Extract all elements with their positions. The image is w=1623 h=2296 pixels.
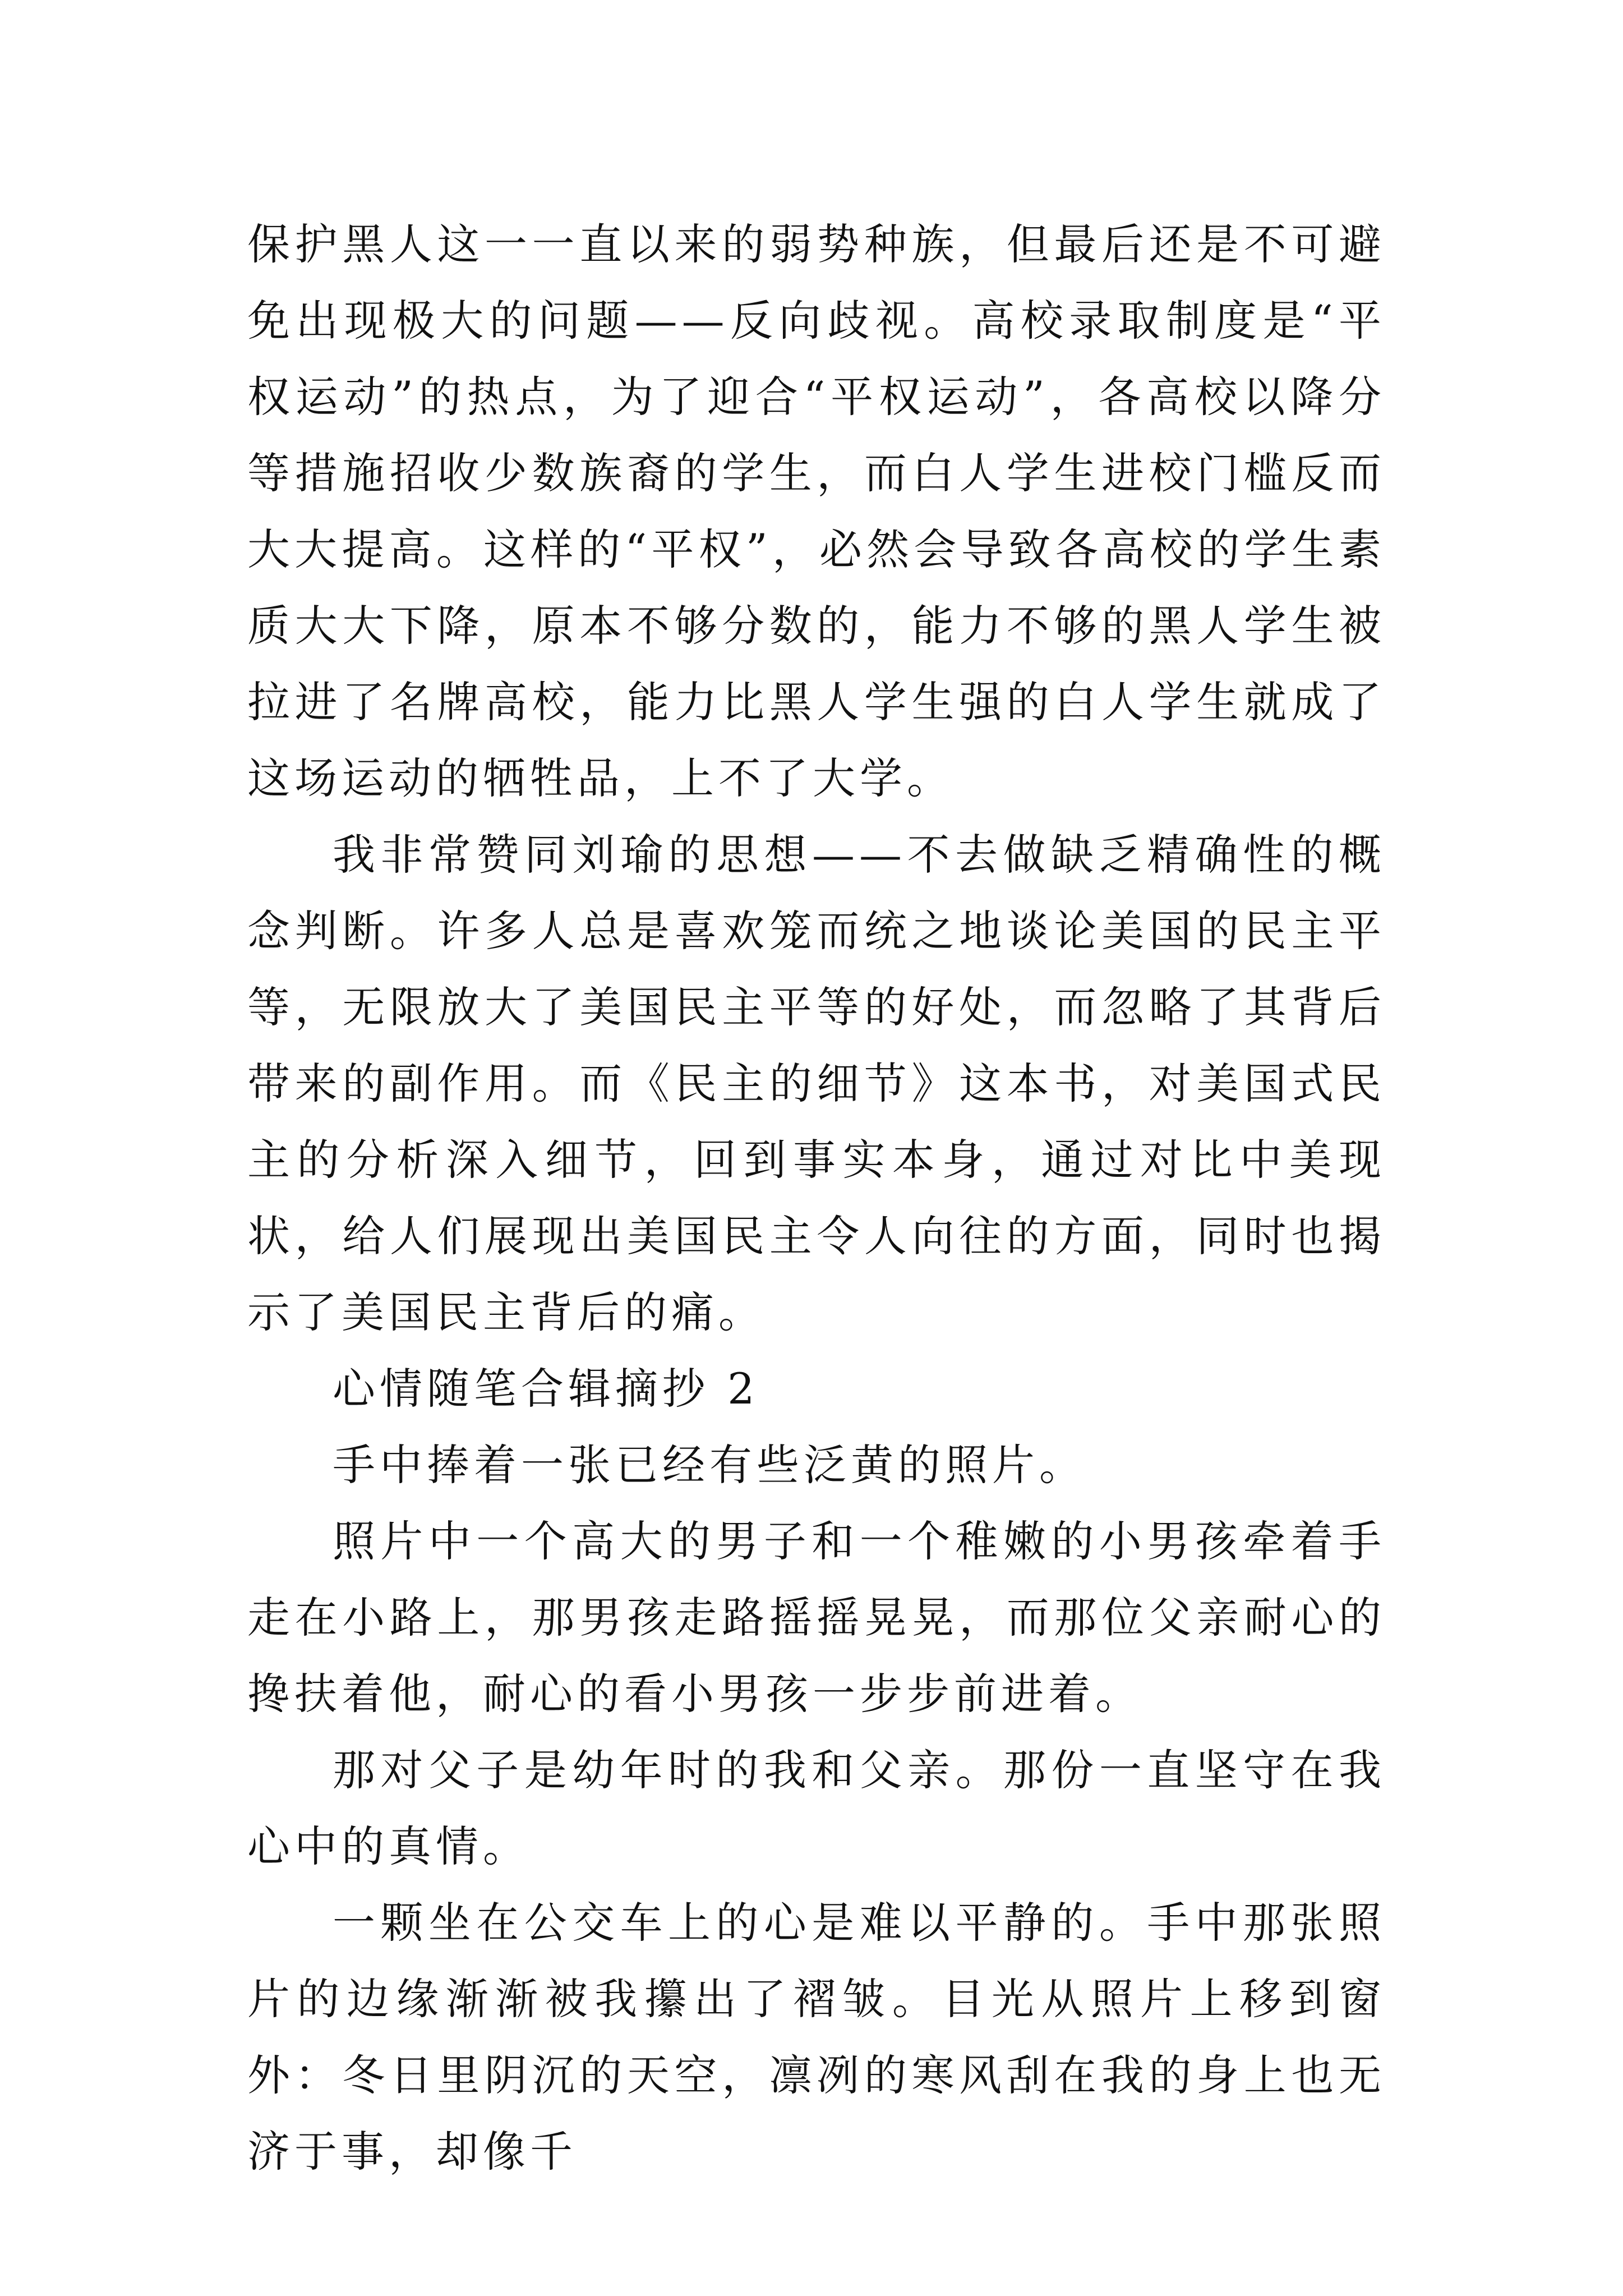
paragraph-bus-ride: 一颗坐在公交车上的心是难以平静的。手中那张照片的边缘渐渐被我攥出了褶皱。目光从照片上移到窗外：冬日里阴沉的天空，凛冽的寒风刮在我的身上也无济于事，却像千 bbox=[247, 1898, 1386, 2177]
paragraph-father-son: 那对父子是幼年时的我和父亲。那份一直坚守在我心中的真情。 bbox=[247, 1745, 1386, 1871]
paragraph-opinion: 我非常赞同刘瑜的思想——不去做缺乏精确性的概念判断。许多人总是喜欢笼而统之地谈论美国的民主平等，无限放大了美国民主平等的好处，而忽略了其背后带来的副作用。而《民主的细节》这本书，对美国式民主的分析深入细节，回到事实本身，通过对比中美现状，给人们展现出美国民主令人向往的方面，同时也揭示了美国民主背后的痛。 bbox=[247, 830, 1386, 1337]
paragraph-photo-description: 照片中一个高大的男子和一个稚嫩的小男孩牵着手走在小路上，那男孩走路摇摇晃晃，而那位父亲耐心的搀扶着他，耐心的看小男孩一步步前进着。 bbox=[247, 1516, 1386, 1719]
document-body bbox=[247, 206, 1386, 2190]
paragraph-continuation: 保护黑人这一一直以来的弱势种族，但最后还是不可避免出现极大的问题——反向歧视。高校录取制度是“平权运动”的热点，为了迎合“平权运动”，各高校以降分等措施招收少数族裔的学生，而白人学生进校门槛反而大大提高。这样的“平权”，必然会导致各高校的学生素质大大下降，原本不够分数的，能力不够的黑人学生被拉进了名牌高校，能力比黑人学生强的白人学生就成了这场运动的牺牲品，上不了大学。 bbox=[247, 219, 1386, 803]
paragraph-photo-intro: 手中捧着一张已经有些泛黄的照片。 bbox=[333, 1440, 1086, 1490]
section-heading: 心情随笔合辑摘抄 2 bbox=[333, 1364, 759, 1414]
